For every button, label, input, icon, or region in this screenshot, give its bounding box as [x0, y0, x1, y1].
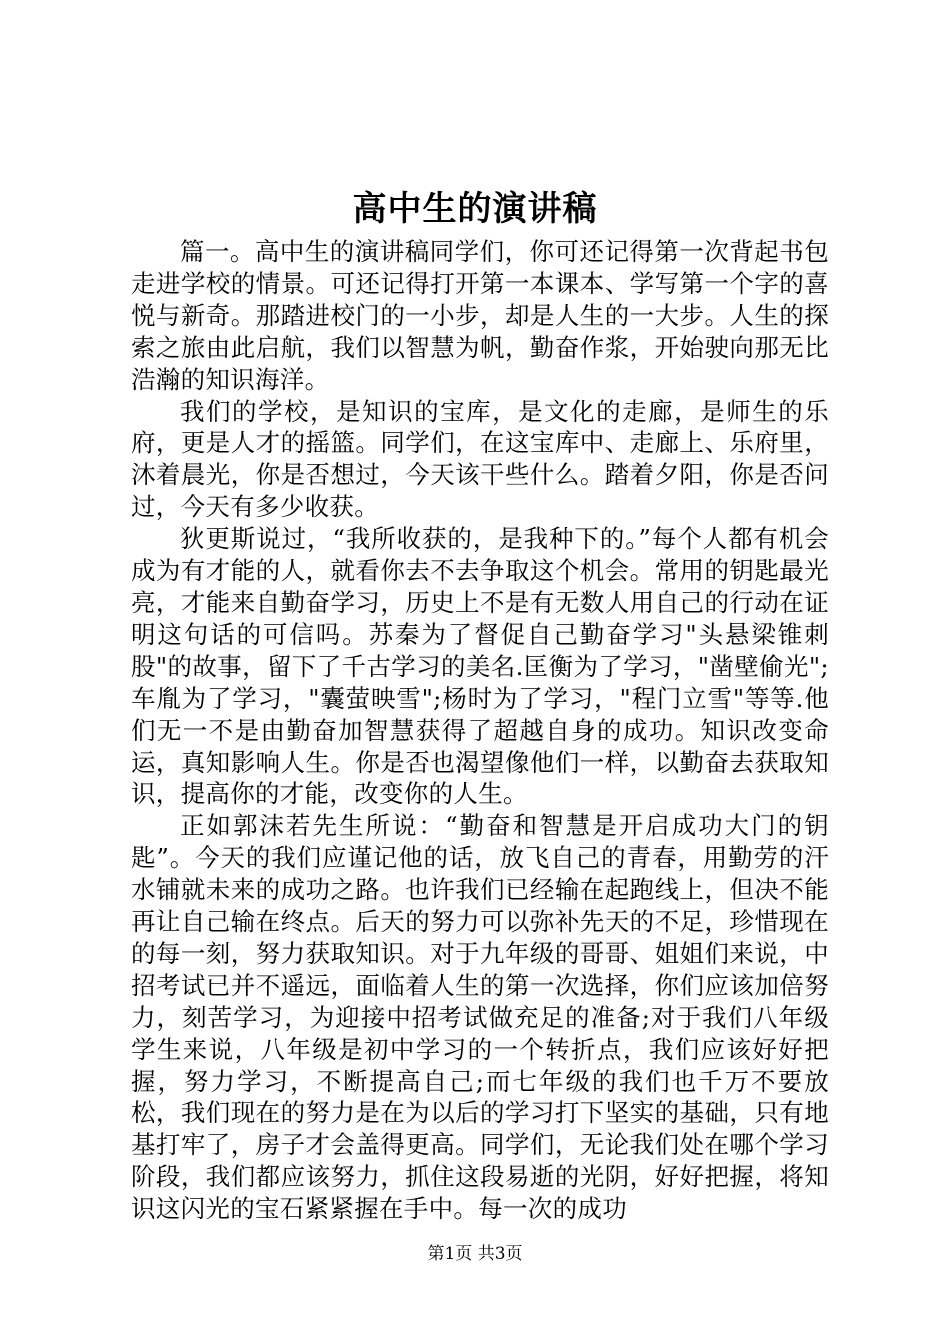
paragraph: 篇一。高中生的演讲稿同学们，你可还记得第一次背起书包走进学校的情景。可还记得打开第一本课本、学写第一个字的喜悦与新奇。那踏进校门的一小步，却是人生的一大步。人生的探索之旅由此启航，我们以智慧为帆，勤奋作浆，开始驶向那无比浩瀚的知识海洋。 [131, 237, 829, 394]
document-title: 高中生的演讲稿 [352, 189, 598, 229]
paragraph: 我们的学校，是知识的宝库，是文化的走廊，是师生的乐府，更是人才的摇篮。同学们，在这宝库中、走廊上、乐府里，沐着晨光，你是否想过，今天该干些什么。踏着夕阳，你是否问过，今天有多少收获。 [131, 396, 829, 522]
paragraph: 狄更斯说过，“我所收获的，是我种下的。”每个人都有机会成为有才能的人，就看你去不去争取这个机会。常用的钥匙最光亮，才能来自勤奋学习，历史上不是有无数人用自己的行动在证明这句话的可信吗。苏秦为了督促自己勤奋学习"头悬梁锥刺股"的故事，留下了千古学习的美名.匡衡为了学习，"凿壁偷光";车胤为了学习，"囊萤映雪";杨时为了学习，"程门立雪"等等.他们无一不是由勤奋加智慧获得了超越自身的成功。知识改变命运，真知影响人生。你是否也渴望像他们一样，以勤奋去获取知识，提高你的才能，改变你的人生。 [131, 524, 829, 809]
page-footer: 第1页 共3页 [427, 1244, 523, 1264]
paragraph: 正如郭沫若先生所说：“勤奋和智慧是开启成功大门的钥匙”。今天的我们应谨记他的话，放飞自己的青春，用勤劳的汗水铺就未来的成功之路。也许我们已经输在起跑线上，但决不能再让自己输在终点。后天的努力可以弥补先天的不足，珍惜现在的每一刻，努力获取知识。对于九年级的哥哥、姐姐们来说，中招考试已并不遥远，面临着人生的第一次选择，你们应该加倍努力，刻苦学习，为迎接中招考试做充足的准备;对于我们八年级学生来说，八年级是初中学习的一个转折点，我们应该好好把握，努力学习，不断提高自己;而七年级的我们也千万不要放松，我们现在的努力是在为以后的学习打下坚实的基础，只有地基打牢了，房子才会盖得更高。同学们，无论我们处在哪个学习阶段，我们都应该努力，抓住这段易逝的光阴，好好把握，将知识这闪光的宝石紧紧握在手中。每一次的成功 [131, 811, 830, 1224]
document-body [131, 236, 829, 1225]
